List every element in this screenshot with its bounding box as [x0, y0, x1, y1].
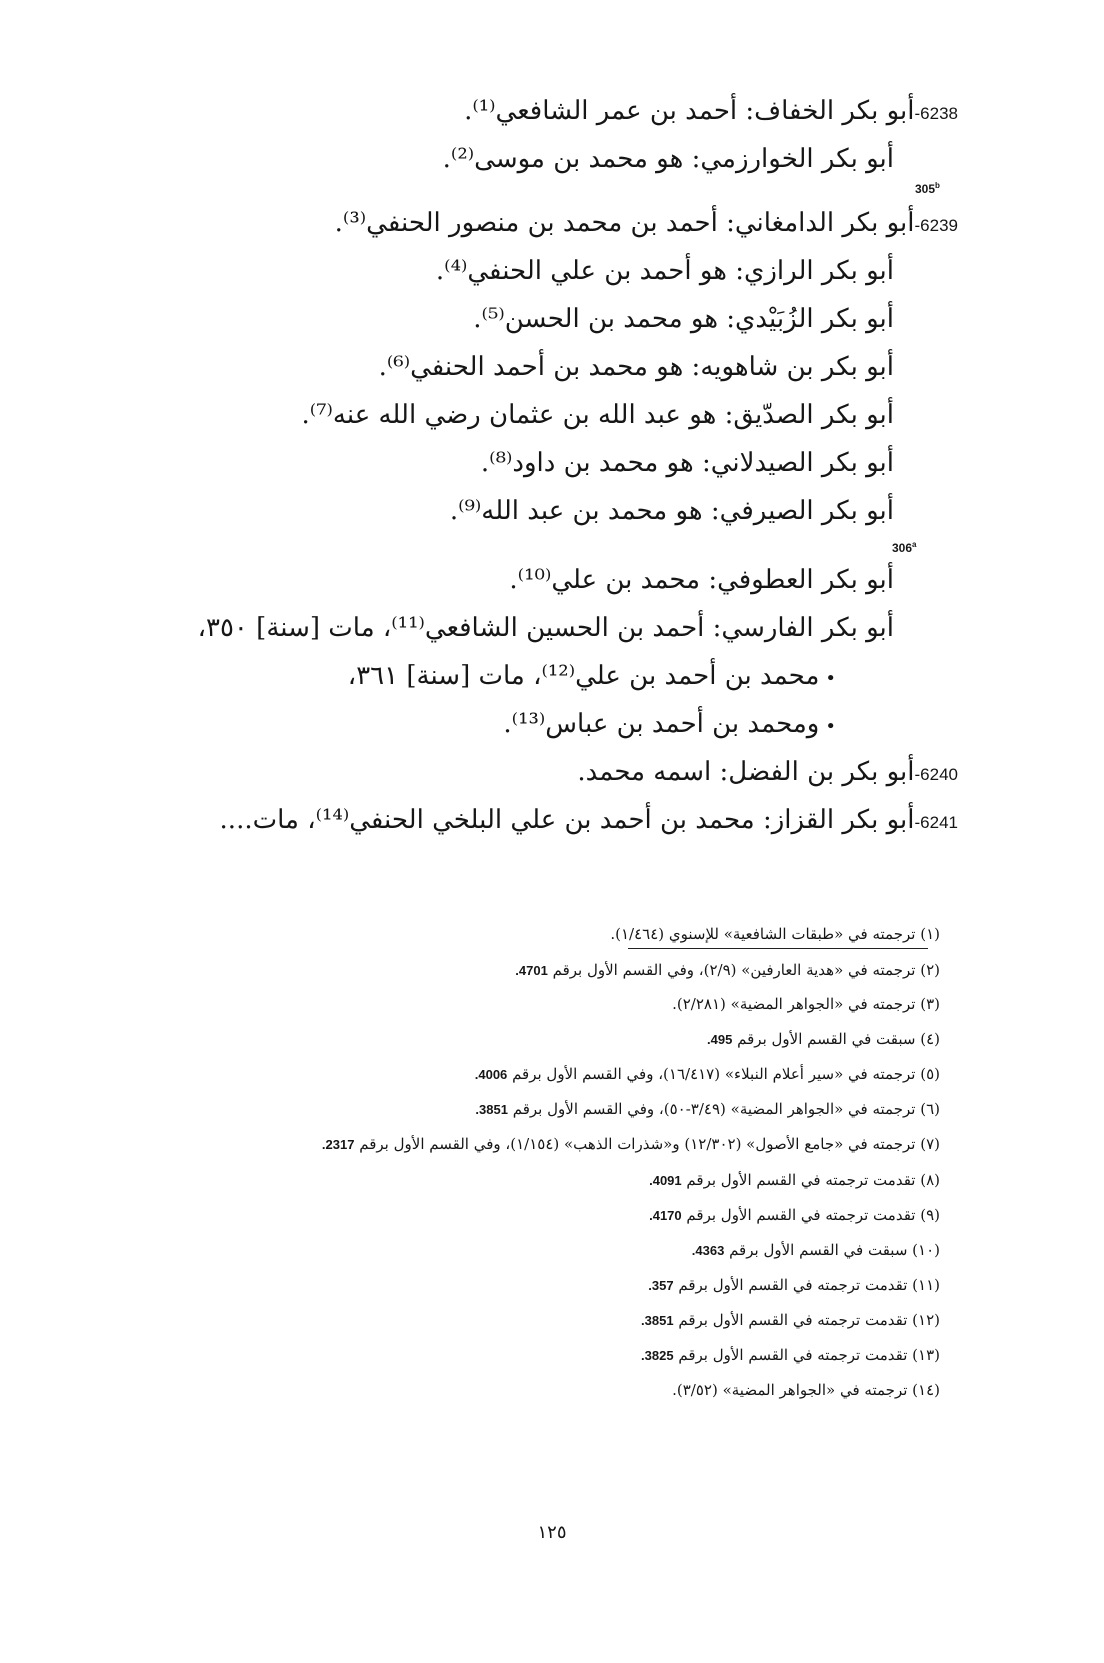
- footnote-2: (٢) ترجمته في «هدية العارفين» (٢/٩)، وفي القسم الأول برقم 4701.: [515, 961, 940, 979]
- entry-siddiq: [301, 398, 894, 432]
- entry-shahwayh: [379, 350, 894, 384]
- entry-text: محمد بن أحمد بن علي⁽¹²⁾، مات [سنة] ٣٦١،: [347, 661, 820, 691]
- entry-text: أبو بكر بن الفضل: اسمه محمد.: [577, 757, 915, 787]
- footnote-4: (٤) سبقت في القسم الأول برقم 495.: [707, 1030, 940, 1048]
- folio-marker-306a: 306$^a$: [892, 540, 917, 555]
- entry-farisi: [198, 611, 894, 645]
- entry-text: أبو بكر الصيرفي: هو محمد بن عبد الله⁽⁹⁾.: [449, 496, 894, 526]
- entry-text: أبو بكر الفارسي: أحمد بن الحسين الشافعي⁽¹¹⁾، مات [سنة] ٣٥٠،: [197, 613, 894, 643]
- entry-6239: [335, 206, 958, 243]
- entry-khawarizmi: [443, 142, 894, 176]
- entry-text: أبو بكر الخفاف: أحمد بن عمر الشافعي⁽¹⁾.: [464, 96, 915, 126]
- footnote-12: (١٢) تقدمت ترجمته في القسم الأول برقم 3851.: [641, 1311, 940, 1329]
- page-number: ١٢٥: [537, 1522, 567, 1543]
- entry-text: أبو بكر الخوارزمي: هو محمد بن موسى⁽²⁾.: [442, 144, 894, 174]
- entry-number: 6241-: [914, 813, 958, 832]
- entry-text: أبو بكر الرازي: هو أحمد بن علي الحنفي⁽⁴⁾.: [435, 256, 894, 286]
- footnote-13: (١٣) تقدمت ترجمته في القسم الأول برقم 3825.: [641, 1346, 940, 1364]
- entry-text: أبو بكر العطوفي: محمد بن علي⁽¹⁰⁾.: [509, 565, 894, 595]
- entry-number: 6240-: [914, 765, 958, 784]
- entry-6240: [577, 755, 958, 792]
- footnote-5: (٥) ترجمته في «سير أعلام النبلاء» (١٦/٤١٧)، وفي القسم الأول برقم 4006.: [474, 1065, 940, 1083]
- footnote-separator: [628, 948, 928, 949]
- entry-atufi: [509, 563, 894, 597]
- footnote-1: (١) ترجمته في «طبقات الشافعية» للإسنوي (١/٤٦٤).: [610, 925, 940, 943]
- entry-text: أبو بكر بن شاهويه: هو محمد بن أحمد الحنفي⁽⁶⁾.: [378, 352, 894, 382]
- entry-saydalani: [481, 446, 894, 480]
- entry-number: 6238-: [914, 104, 958, 123]
- footnote-7: (٧) ترجمته في «جامع الأصول» (١٢/٣٠٢) و«شذرات الذهب» (١/١٥٤)، وفي القسم الأول برقم 2317.: [321, 1135, 940, 1153]
- footnote-6: (٦) ترجمته في «الجواهر المضية» (٣/٤٩-٥٠)، وفي القسم الأول برقم 3851.: [475, 1100, 940, 1118]
- entry-text: أبو بكر القزاز: محمد بن أحمد بن علي البلخي الحنفي⁽¹⁴⁾، مات....: [219, 805, 915, 835]
- entry-sayrafi: [450, 494, 894, 528]
- entry-farisi-sub-1: [348, 659, 836, 696]
- entry-razi: [436, 254, 894, 288]
- entry-number: 6239-: [914, 216, 958, 235]
- entry-zubaydi: [473, 302, 894, 336]
- bullet-icon: •: [825, 668, 836, 689]
- folio-marker-305b: 305$^b$: [915, 181, 940, 196]
- footnote-8: (٨) تقدمت ترجمته في القسم الأول برقم 4091.: [649, 1171, 940, 1189]
- footnote-10: (١٠) سبقت في القسم الأول برقم 4363.: [691, 1241, 940, 1259]
- entry-text: أبو بكر الزُبَيْدي: هو محمد بن الحسن⁽⁵⁾.: [473, 304, 894, 334]
- footnote-11: (١١) تقدمت ترجمته في القسم الأول برقم 357.: [648, 1276, 940, 1294]
- entry-farisi-sub-2: [503, 707, 836, 744]
- entry-6238: [464, 94, 958, 131]
- footnote-9: (٩) تقدمت ترجمته في القسم الأول برقم 4170.: [649, 1206, 940, 1224]
- bullet-icon: •: [825, 716, 836, 737]
- entry-text: أبو بكر الدامغاني: أحمد بن محمد بن منصور الحنفي⁽³⁾.: [334, 208, 915, 238]
- entry-text: أبو بكر الصيدلاني: هو محمد بن داود⁽⁸⁾.: [480, 448, 894, 478]
- entry-6241: [220, 803, 958, 840]
- entry-text: أبو بكر الصدّيق: هو عبد الله بن عثمان رضي الله عنه⁽⁷⁾.: [301, 400, 894, 430]
- footnote-3: (٣) ترجمته في «الجواهر المضية» (٢/٢٨١).: [672, 995, 940, 1013]
- footnote-14: (١٤) ترجمته في «الجواهر المضية» (٣/٥٢).: [672, 1381, 940, 1399]
- entry-text: ومحمد بن أحمد بن عباس⁽¹³⁾.: [503, 709, 820, 739]
